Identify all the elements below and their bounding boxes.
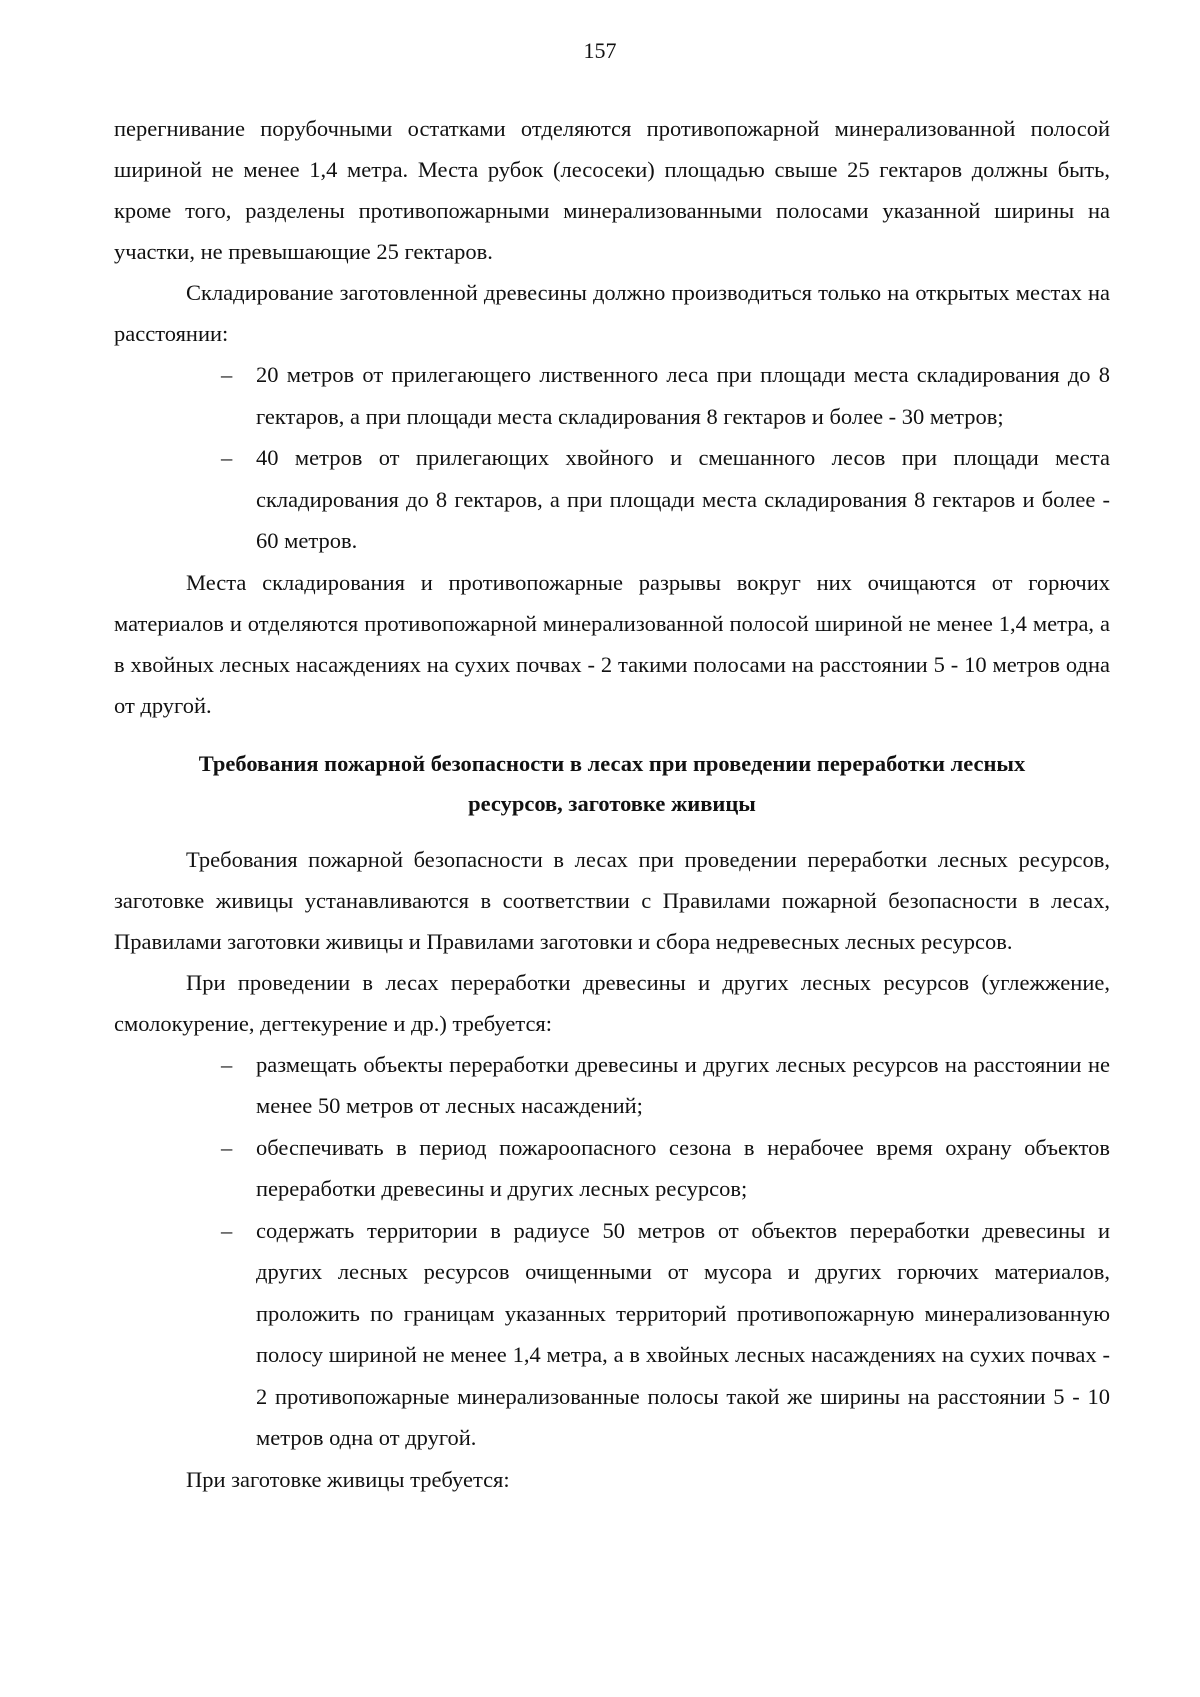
paragraph-requirements: Требования пожарной безопасности в лесах при проведении переработки лесных ресурсов, заготовке живицы устанавливаются в соответствии с Правилами пожарной безопасности в лесах, Правилами заготовки живицы и Правилами заготовки и сбора недревесных лесных ресурсов. xyxy=(114,846,1110,954)
dash-marker: – xyxy=(221,445,233,470)
section-heading: Требования пожарной безопасности в лесах при проведении переработки лесных ресурсов, заготовке живицы xyxy=(198,750,1026,816)
processing-requirements-list xyxy=(114,1044,1110,1459)
storage-distance-list xyxy=(114,354,1110,562)
paragraph-resin-intro: При заготовке живицы требуется: xyxy=(186,1466,510,1492)
dash-marker: – xyxy=(221,1217,233,1243)
list-item xyxy=(114,1127,1110,1210)
list-item xyxy=(114,1044,1110,1127)
list-item xyxy=(114,437,1110,562)
paragraph-storage-intro: Складирование заготовленной древесины должно производиться только на открытых местах на расстоянии: xyxy=(114,280,1110,346)
paragraph-storage-cleanup: Места складирования и противопожарные разрывы вокруг них очищаются от горючих материалов и отделяются противопожарной минерализованной полосой шириной не менее 1,4 метра, а в хвойных лесных насаждениях на сухих почвах - 2 такими полосами на расстоянии 5 - 10 метров одна от другой. xyxy=(114,569,1110,718)
list-item xyxy=(114,354,1110,437)
list-item-text: 20 метров от прилегающего лиственного леса при площади места складирования до 8 гектаров, а при площади места складирования 8 гектаров и более - 30 метров; xyxy=(256,362,1110,429)
list-item-text: обеспечивать в период пожароопасного сезона в нерабочее время охрану объектов переработки древесины и других лесных ресурсов; xyxy=(256,1134,1110,1201)
list-item xyxy=(114,1210,1110,1459)
document-body xyxy=(114,108,1110,1500)
dash-marker: – xyxy=(221,362,233,387)
paragraph-continuation: перегнивание порубочными остатками отделяются противопожарной минерализованной полосой шириной не менее 1,4 метра. Места рубок (лесосеки) площадью свыше 25 гектаров должны быть, кроме того, разделены противопожарными минерализованными полосами указанной ширины на участки, не превышающие 25 гектаров. xyxy=(114,116,1110,264)
list-item-text: 40 метров от прилегающих хвойного и смешанного лесов при площади места складирования до 8 гектаров, а при площади места складирования 8 гектаров и более - 60 метров. xyxy=(256,445,1110,553)
list-item-text: размещать объекты переработки древесины и других лесных ресурсов на расстоянии не менее 50 метров от лесных насаждений; xyxy=(256,1051,1110,1118)
list-item-text: содержать территории в радиусе 50 метров от объектов переработки древесины и других лесных ресурсов очищенными от мусора и других горючих материалов, проложить по границам указанных территорий противопожарную минерализованную полосу шириной не менее 1,4 метра, а в хвойных лесных насаждениях на сухих почвах - 2 противопожарные минерализованные полосы такой же ширины на расстоянии 5 - 10 метров одна от другой. xyxy=(256,1217,1110,1450)
page-number: 157 xyxy=(583,38,617,63)
dash-marker: – xyxy=(221,1134,233,1160)
dash-marker: – xyxy=(221,1051,233,1077)
paragraph-processing-intro: При проведении в лесах переработки древесины и других лесных ресурсов (углежжение, смолокурение, дегтекурение и др.) требуется: xyxy=(114,969,1110,1036)
